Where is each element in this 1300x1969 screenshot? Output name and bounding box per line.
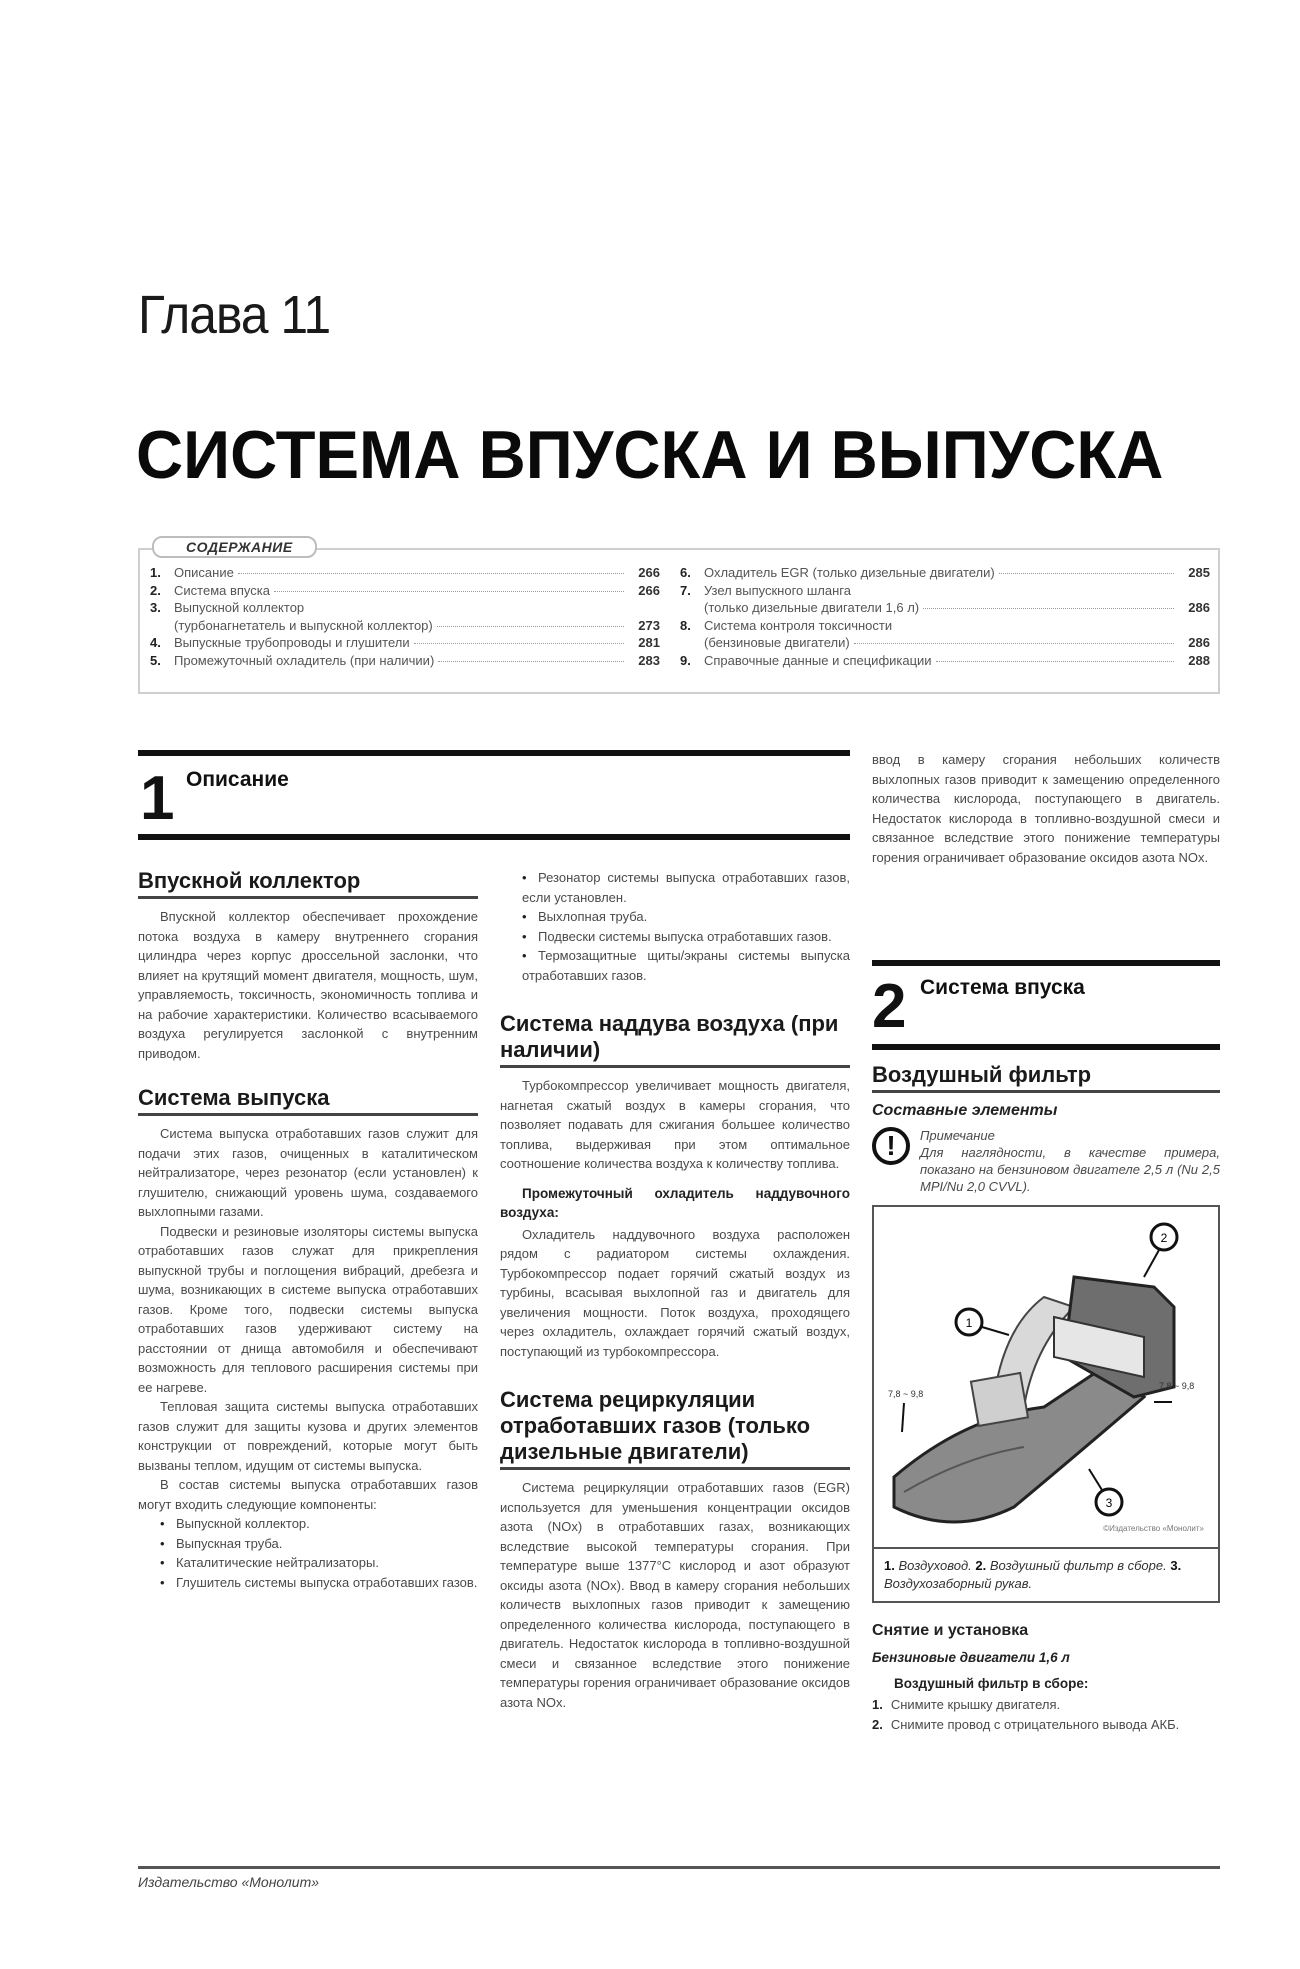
toc-entry[interactable]	[150, 564, 660, 582]
toc-entry[interactable]	[150, 652, 660, 670]
note-box	[872, 1127, 1220, 1195]
exhaust-p1: Система выпуска отработавших газов служит для подачи этих газов, очищенных в каталитическом нейтрализаторе, через резонатор (если установлен) к глушителю, снижающий уровень шума, создаваемого выхлопными газами.	[138, 1126, 478, 1219]
turbo-heading: Система наддува воздуха (при наличии)	[500, 1011, 850, 1068]
toc-entry-title: Справочные данные и спецификации	[704, 652, 932, 668]
section-1-bottom-rule	[138, 834, 850, 840]
exhaust-bullet: • Выпускной коллектор.	[138, 1514, 478, 1534]
toc-entry-title: Система контроля токсичности	[704, 617, 893, 633]
exhaust-p4: В состав системы выпуска отработавших газов могут входить следующие компоненты:	[138, 1477, 478, 1512]
exhaust-p2: Подвески и резиновые изоляторы системы выпуска отработавших газов служат для прикрепления выпускной трубы и поглощения вибраций, дребезга и шума, возникающих в системе выпуска отработавших газов. Кроме того, подвески системы выпуска отработавших газов удерживают систему на расстоянии от днища автомобиля и обеспечивают возможность для теплового расширения системы при ее нагреве.	[138, 1223, 478, 1395]
section-2-bottom-rule	[872, 1044, 1220, 1050]
section-2-top-rule	[872, 960, 1220, 966]
egr-text-continued: ввод в камеру сгорания небольших количеств выхлопных газов приводит к замещению определенного количества кислорода, поступающего в двигатель. Недостаток кислорода в топливно-воздушной смеси и связанное вследствие этого понижение температуры горения ограничивает образование оксидов азота NOx.	[872, 752, 1220, 865]
toc-entry-title: Промежуточный охладитель (при наличии)	[174, 652, 435, 668]
toc-entry-number: 7.	[680, 582, 691, 598]
toc-entry-page: 266	[638, 582, 660, 598]
toc-entry[interactable]	[680, 652, 1210, 670]
toc-entry-number: 4.	[150, 635, 161, 650]
toc-entry-title: Описание	[174, 565, 234, 580]
toc-entry-number: 2.	[150, 582, 161, 598]
toc-entry[interactable]	[680, 634, 1210, 652]
step-item: 1. Снимите крышку двигателя.	[872, 1697, 1061, 1712]
toc-leader-dots	[238, 573, 624, 574]
toc-entry-title: Выпускной коллектор	[174, 600, 305, 615]
toc-entry-title: (турбонагнетатель и выпускной коллектор)	[174, 617, 433, 633]
exhaust-bullet: • Выпускная труба.	[138, 1534, 478, 1554]
toc-leader-dots	[923, 608, 1174, 609]
air-filter-figure	[872, 1205, 1220, 1603]
chapter-label: Глава 11	[138, 285, 331, 345]
publisher-footer: Издательство «Монолит»	[138, 1874, 320, 1890]
egr-text: Система рециркуляции отработавших газов (EGR) используется для уменьшения концентрации оксидов азота (NOx) в отработавших газах, возникающих вследствие высокой температуры сгорания. При температуре выше 1377°C кислород и азот образуют оксиды азота (NOx). Ввод в камеру сгорания небольших количеств выхлопных газов приводит к замещению определенного количества кислорода, поступающего в двигатель. Недостаток кислорода в топливно-воздушной смеси и связанное вследствие этого понижение температуры горения ограничивает образование оксидов азота NOx.	[500, 1480, 850, 1710]
exhaust-bullet: • Глушитель системы выпуска отработавших газов.	[138, 1573, 478, 1593]
removal-heading: Снятие и установка	[872, 1621, 1029, 1639]
egr-heading: Система рециркуляции отработавших газов (только дизельные двигатели)	[500, 1387, 850, 1470]
svg-text:3: 3	[1105, 1495, 1113, 1510]
column-1	[138, 868, 478, 1592]
toc-leader-dots	[414, 643, 624, 644]
toc-entry[interactable]	[680, 564, 1210, 582]
toc-entry-number: 3.	[150, 600, 161, 615]
exhaust-bullet: • Резонатор системы выпуска отработавших газов, если установлен.	[500, 868, 850, 907]
section-1-number: 1	[140, 764, 175, 833]
figure-caption: 1. Воздуховод. 2. Воздушный фильтр в сборе. 3. Воздухозаборный рукав.	[884, 1557, 1182, 1591]
toc-entry-title: (бензиновые двигатели)	[704, 635, 850, 650]
section-2-number: 2	[872, 972, 907, 1041]
air-filter-heading: Воздушный фильтр	[872, 1062, 1220, 1093]
toc-entry-title: Охладитель EGR (только дизельные двигатели)	[704, 565, 995, 580]
step-item: 2. Снимите провод с отрицательного вывода АКБ.	[872, 1716, 1180, 1732]
toc-entry-page: 286	[1188, 635, 1210, 650]
toc-entry[interactable]	[150, 617, 660, 635]
toc-entry-page: 283	[638, 652, 660, 668]
column-2	[500, 868, 850, 1712]
figure-copyright: ©Издательство «Монолит»	[1103, 1524, 1204, 1533]
exclamation-icon: !	[872, 1127, 910, 1165]
toc-entry-page: 266	[638, 565, 660, 580]
toc-leader-dots	[999, 573, 1174, 574]
exhaust-bullet: • Термозащитные щиты/экраны системы выпуска отработавших газов.	[500, 946, 850, 985]
toc-entry[interactable]	[150, 634, 660, 652]
toc-leader-dots	[437, 626, 624, 627]
toc-entry-page: 288	[1188, 652, 1210, 668]
toc-entry-page: 286	[1188, 600, 1210, 615]
toc-column-right	[680, 564, 1210, 669]
svg-text:7,8 ~ 9,8: 7,8 ~ 9,8	[888, 1388, 924, 1399]
section-1-title: Описание	[186, 768, 289, 791]
toc-leader-dots	[854, 643, 1174, 644]
note-label: Примечание	[920, 1127, 995, 1143]
toc-leader-dots	[936, 661, 1174, 662]
svg-text:1: 1	[965, 1315, 973, 1330]
assembly-heading: Воздушный фильтр в сборе:	[894, 1675, 1089, 1691]
column-3-lower	[872, 1062, 1220, 1734]
toc-entry-number: 6.	[680, 565, 691, 580]
exhaust-bullet: • Выхлопная труба.	[500, 907, 850, 927]
toc-entry-page: 281	[638, 635, 660, 650]
toc-entry-title: Узел выпускного шланга	[704, 582, 851, 598]
toc-leader-dots	[274, 591, 624, 592]
air-filter-diagram-icon	[874, 1207, 1218, 1547]
toc-entry-title: Выпускные трубопроводы и глушители	[174, 635, 410, 650]
toc-leader-dots	[438, 661, 624, 662]
toc-entry-number: 9.	[680, 652, 691, 668]
toc-entry-title: Система впуска	[174, 582, 270, 598]
table-of-contents	[138, 539, 1220, 694]
toc-entry-page: 273	[638, 617, 660, 633]
exhaust-bullet: • Подвески системы выпуска отработавших газов.	[500, 927, 850, 947]
toc-entry-number: 8.	[680, 617, 691, 633]
toc-entry[interactable]	[680, 582, 1210, 600]
turbo-text: Турбокомпрессор увеличивает мощность двигателя, нагнетая сжатый воздух в камеры сгорания, что позволяет подавать для сжигания большее количество топлива, выдерживая при этом оптимальное соотношение количества воздуха к количеству топлива.	[500, 1078, 850, 1171]
section-2-title: Система впуска	[920, 976, 1085, 999]
toc-entry[interactable]	[150, 582, 660, 600]
engine-heading: Бензиновые двигатели 1,6 л	[872, 1650, 1070, 1665]
intercooler-heading: Промежуточный охладитель наддувочного воздуха:	[500, 1185, 850, 1220]
exhaust-bullet: • Каталитические нейтрализаторы.	[138, 1553, 478, 1573]
column-3	[872, 750, 1220, 867]
svg-text:7,8 ~ 9,8: 7,8 ~ 9,8	[1159, 1380, 1195, 1391]
intake-manifold-text: Впускной коллектор обеспечивает прохождение потока воздуха в камеру внутреннего сгорания цилиндра через корпус дроссельной заслонки, что влияет на крутящий момент двигателя, мощность, шум, управляемость, токсичность, экономичность топлива и на рабочие характеристики. Количество всасываемого воздуха регулируется заслонкой с внутренним приводом.	[138, 909, 478, 1061]
exhaust-p3: Тепловая защита системы выпуска отработавших газов служит для защиты кузова и других элементов конструкции от повреждений, которые могут быть вызваны теплом, идущим от системы выпуска.	[138, 1399, 478, 1473]
footer-rule	[138, 1866, 1220, 1869]
toc-entry[interactable]	[680, 617, 1210, 635]
toc-column-left	[150, 564, 660, 669]
intake-manifold-heading: Впускной коллектор	[138, 868, 478, 899]
intercooler-text: Охладитель наддувочного воздуха расположен рядом с радиатором системы охлаждения. Турбокомпрессор подает горячий сжатый воздух из турбины, всасывая выхлопной газ и двигатель для увеличения мощности. Поток воздуха, проходящего через охладитель, охлаждает горячий сжатый воздух, поступающий из турбокомпрессора.	[500, 1226, 850, 1359]
toc-entry-title: (только дизельные двигатели 1,6 л)	[704, 600, 920, 615]
components-heading: Составные элементы	[872, 1102, 1058, 1119]
toc-entry[interactable]	[680, 599, 1210, 617]
toc-label: СОДЕРЖАНИЕ	[152, 536, 317, 558]
note-text: Для наглядности, в качестве примера, показано на бензиновом двигателе 2,5 л (Nu 2,5 MPI/Nu 2,0 CVVL).	[920, 1144, 1220, 1194]
page-title: СИСТЕМА ВПУСКА И ВЫПУСКА	[136, 417, 1164, 493]
section-1-top-rule	[138, 750, 850, 756]
exhaust-system-heading: Система выпуска	[138, 1085, 478, 1116]
toc-entry[interactable]	[150, 599, 660, 617]
air-filter-illustration	[874, 1207, 1218, 1549]
toc-entry-number: 1.	[150, 565, 161, 580]
svg-text:2: 2	[1160, 1230, 1168, 1245]
toc-entry-page: 285	[1188, 565, 1210, 580]
toc-entry-number: 5.	[150, 652, 161, 668]
